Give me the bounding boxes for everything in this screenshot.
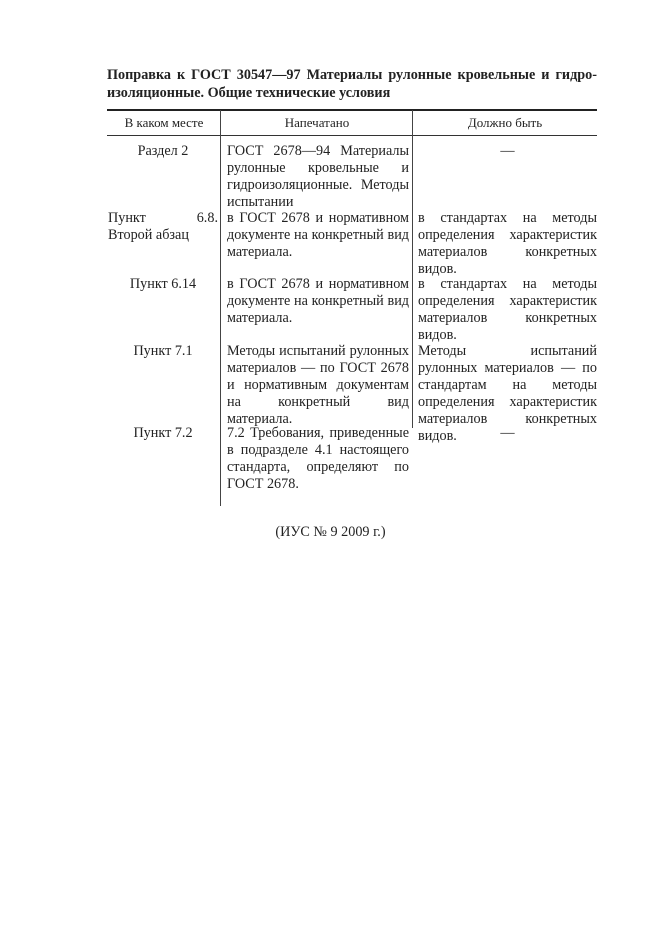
row-3-place: Пункт 6.14 — [129, 276, 197, 292]
row-2-printed: в ГОСТ 2678 и нормативном документе на конкретный вид материала. — [227, 210, 409, 260]
row-2-should-be: в стандартах на методы определения характеристик материалов конкретных видов. — [418, 210, 597, 277]
row-2-place: Пункт 6.8. Второй абзац — [108, 210, 218, 243]
header-should-be: Должно быть — [467, 115, 543, 130]
row-5-place: Пункт 7.2 — [133, 425, 193, 441]
column-divider-1 — [220, 110, 221, 506]
footer-source: (ИУС № 9 2009 г.) — [275, 524, 386, 540]
document-title: Поправка к ГОСТ 30547—97 Материалы рулонные кровельные и гидро-изоляционные. Общие технические условия — [107, 67, 597, 101]
header-place: В каком месте — [124, 115, 204, 130]
column-divider-2 — [412, 110, 413, 428]
header-printed: Напечатано — [284, 115, 350, 130]
row-3-printed: в ГОСТ 2678 и нормативном документе на конкретный вид материала. — [227, 276, 409, 326]
row-1-printed: ГОСТ 2678—94 Материалы рулонные кровельные и гидроизоляционные. Методы испытании — [227, 143, 409, 210]
table-header-rule — [107, 135, 597, 136]
table-top-rule — [107, 109, 597, 111]
row-1-should-be: — — [500, 143, 515, 159]
row-4-should-be: Методы испытаний рулонных материалов — по стандартам на методы определения характеристик материалов конкретных видов. — [418, 343, 597, 444]
row-4-printed: Методы испытаний рулонных материалов — по ГОСТ 2678 и нормативным документам на конкретный вид материала. — [227, 343, 409, 427]
row-5-should-be: — — [500, 425, 515, 441]
row-4-place: Пункт 7.1 — [133, 343, 193, 359]
row-1-place: Раздел 2 — [137, 143, 189, 159]
row-3-should-be: в стандартах на методы определения характеристик материалов конкретных видов. — [418, 276, 597, 343]
row-5-printed: 7.2 Требования, приведенные в подразделе 4.1 настоящего стандарта, определяют по ГОСТ 2678. — [227, 425, 409, 492]
